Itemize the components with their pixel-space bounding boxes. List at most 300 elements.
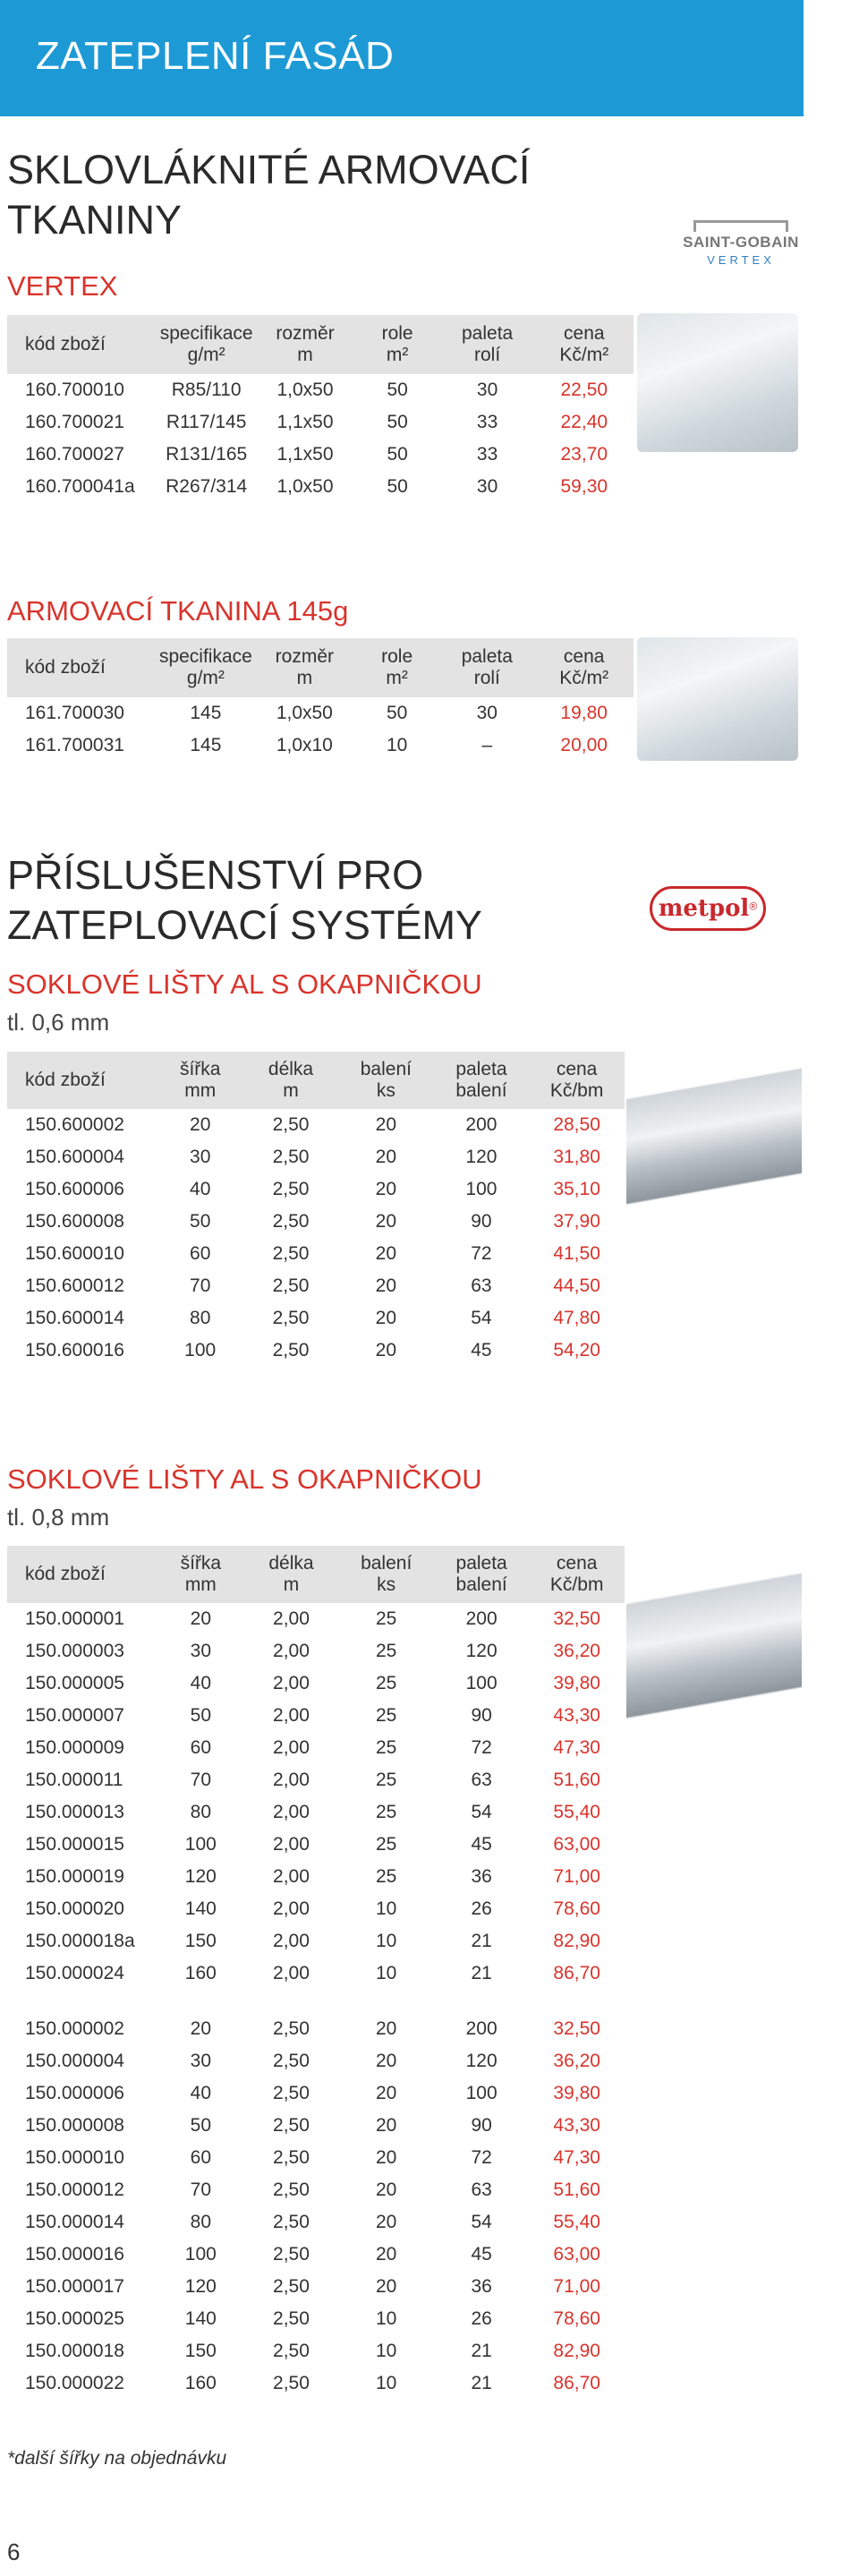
page-number: 6	[7, 2538, 21, 2565]
saint-gobain-logo	[680, 220, 802, 267]
table-cell: 2,50	[273, 2147, 310, 2168]
product-code: 161.700030	[25, 703, 124, 723]
product-code: 150.000018a	[25, 1931, 135, 1951]
table-cell: 45	[471, 1834, 492, 1855]
table-row	[7, 1764, 625, 1796]
table-cell: 2,50	[273, 2212, 310, 2232]
vertex-table	[7, 315, 634, 503]
price-cell: 36,20	[553, 2051, 600, 2071]
table-header-cell: délka m	[243, 1546, 338, 1603]
table-cell: 2,00	[273, 1963, 310, 1983]
table-cell: 2,00	[273, 1931, 310, 1951]
table-header-cell: rozměr m	[255, 315, 354, 374]
table-cell: 36	[471, 2276, 492, 2297]
price-cell: 51,60	[553, 2179, 600, 2200]
table-cell: 2,50	[273, 2244, 310, 2265]
table-row	[7, 2077, 625, 2110]
table-header-cell: šířka mm	[157, 1546, 243, 1603]
table-row	[7, 1668, 625, 1700]
table-cell: 1,0x10	[276, 735, 333, 755]
table-cell: 120	[465, 2051, 498, 2071]
price-cell: 54,20	[553, 1340, 600, 1361]
price-cell: 19,80	[560, 703, 608, 723]
table-cell: 200	[465, 1114, 498, 1135]
section-banner	[0, 0, 804, 116]
sokl-06-table	[7, 1052, 625, 1367]
table-header-cell: délka m	[243, 1052, 338, 1109]
table-cell: 1,1x50	[276, 444, 334, 465]
price-cell: 55,40	[553, 2212, 600, 2232]
product-code: 161.700031	[25, 735, 124, 755]
product-code: 150.000019	[25, 1866, 124, 1887]
table-row	[7, 1925, 625, 1958]
product-code: 150.000017	[25, 2276, 124, 2297]
table-cell: 20	[375, 1211, 397, 1232]
table-cell: 2,50	[273, 2115, 310, 2136]
table-row	[7, 1238, 625, 1270]
table-header-cell: cena Kč/m²	[535, 315, 634, 374]
section2-subtitle: ARMOVACÍ TKANINA 145g	[7, 595, 349, 627]
table-cell: 2,00	[273, 1641, 310, 1661]
product-code: 150.600006	[25, 1179, 124, 1199]
section3-note: tl. 0,6 mm	[7, 1009, 110, 1036]
table-cell: 10	[376, 1898, 397, 1919]
table-cell: 20	[375, 1147, 397, 1167]
table-cell: 25	[376, 1641, 397, 1661]
table-cell: 30	[190, 1641, 211, 1661]
product-code: 160.700041a	[25, 476, 135, 497]
table-cell: 90	[471, 1211, 492, 1232]
table-cell: 100	[184, 1834, 217, 1855]
table-cell: 30	[476, 476, 498, 497]
table-cell: 63	[471, 2179, 492, 2200]
section1-title-line1: SKLOVLÁKNITÉ ARMOVACÍ	[7, 147, 531, 192]
logo-arch-icon	[693, 220, 788, 232]
table-cell: 2,00	[273, 1673, 310, 1693]
price-cell: 43,30	[553, 1705, 600, 1726]
price-cell: 55,40	[553, 1802, 600, 1822]
section3-title-line2: ZATEPLOVACÍ SYSTÉMY	[7, 902, 482, 948]
table-cell: 50	[190, 1211, 211, 1232]
product-code: 150.000004	[25, 2051, 124, 2071]
table-cell: 145	[190, 735, 222, 755]
table-cell: 10	[376, 1931, 397, 1951]
table-cell: 25	[376, 1705, 397, 1726]
table-cell: 20	[190, 1608, 211, 1629]
table-cell: 2,50	[273, 2051, 310, 2071]
price-cell: 71,00	[553, 2276, 600, 2297]
table-cell: 2,50	[273, 2179, 310, 2200]
table-cell: 150	[184, 2341, 217, 2361]
table-row	[7, 1700, 625, 1732]
table-cell: 63	[471, 1770, 492, 1790]
table-row	[7, 374, 634, 406]
table-row	[7, 2013, 625, 2045]
table-cell: 60	[190, 1243, 211, 1264]
metpol-logo-mark: ®	[749, 900, 758, 913]
table-cell: 36	[471, 1866, 492, 1887]
table-cell: 100	[184, 2244, 217, 2265]
table-cell: 2,00	[273, 1608, 310, 1629]
table-cell: 2,00	[273, 1770, 310, 1790]
table-cell: 2,50	[272, 1340, 310, 1361]
price-cell: 59,30	[560, 476, 608, 497]
table-row	[7, 1302, 625, 1335]
price-cell: 32,50	[553, 2018, 600, 2039]
table-cell: 20	[376, 2051, 397, 2071]
product-code: 150.000011	[25, 1770, 123, 1790]
table-cell: 2,50	[272, 1308, 310, 1328]
table-row	[7, 1796, 625, 1829]
table-cell: 30	[476, 703, 498, 723]
table-cell: 50	[386, 703, 408, 723]
product-code: 150.600004	[25, 1147, 124, 1167]
table-row	[7, 1141, 625, 1173]
table-header-cell: paleta rolí	[440, 315, 535, 374]
table-row	[7, 439, 634, 471]
table-cell: 60	[190, 1737, 211, 1758]
price-cell: 41,50	[553, 1243, 600, 1264]
table-cell: 20	[375, 1340, 397, 1361]
table-cell: 50	[190, 2115, 211, 2136]
price-cell: 43,30	[553, 2115, 600, 2136]
table-cell: 20	[376, 2147, 397, 2168]
price-cell: 78,60	[553, 1898, 600, 1919]
table-cell: 2,50	[273, 2373, 310, 2393]
table-cell: 2,00	[273, 1705, 310, 1726]
table-cell: 20	[376, 2244, 397, 2265]
table-cell: 80	[190, 1802, 211, 1822]
table-cell: 2,50	[272, 1114, 310, 1135]
table-cell: 160	[184, 2373, 217, 2393]
price-cell: 47,30	[553, 2147, 600, 2168]
table-row	[7, 1635, 625, 1668]
table-cell: 20	[375, 1179, 397, 1199]
table-header-cell: paleta balení	[434, 1546, 529, 1603]
table-cell: –	[481, 735, 493, 755]
table-cell: 1,0x50	[276, 703, 333, 723]
table-row	[7, 1732, 625, 1764]
table-cell: 40	[190, 1673, 211, 1693]
section1-subtitle: VERTEX	[7, 270, 118, 302]
table-header-cell: role m²	[354, 638, 439, 697]
product-code: 150.000012	[25, 2179, 124, 2200]
table-row	[7, 1893, 625, 1925]
product-code: 150.000005	[25, 1673, 124, 1693]
table-row	[7, 1109, 625, 1141]
table-row	[7, 471, 634, 503]
table-cell: 50	[387, 476, 408, 497]
table-gap	[7, 1990, 625, 2013]
table-header-cell: specifikace g/m²	[157, 638, 255, 697]
product-code: 150.000002	[25, 2018, 124, 2039]
table-row	[7, 1861, 625, 1893]
product-code: 150.000013	[25, 1802, 124, 1822]
table-cell: 90	[471, 1705, 492, 1726]
table-cell: 10	[376, 2341, 397, 2361]
table-header-cell: rozměr m	[255, 638, 354, 697]
sokl-08-table	[7, 1546, 625, 2400]
table-cell: 72	[471, 1243, 492, 1264]
table-cell: 20	[375, 1308, 397, 1328]
table-header-cell: specifikace g/m²	[157, 315, 256, 374]
table-cell: 10	[376, 2308, 397, 2329]
table-cell: 145	[190, 703, 222, 723]
profile-strip-image	[626, 1056, 802, 1235]
footnote: *další šířky na objednávku	[7, 2448, 227, 2469]
table-cell: 2,50	[272, 1243, 310, 1264]
table-cell: 80	[190, 2212, 211, 2232]
table-cell: 140	[184, 2308, 217, 2329]
product-code: 150.000024	[25, 1963, 124, 1983]
table-cell: 80	[190, 1308, 211, 1328]
table-cell: 70	[190, 2179, 211, 2200]
price-cell: 35,10	[553, 1179, 600, 1199]
product-code: 150.600014	[25, 1308, 124, 1328]
section1-title	[7, 145, 530, 245]
table-cell: 20	[376, 2083, 397, 2103]
table-cell: 20	[376, 2179, 397, 2200]
table-cell: 54	[471, 2212, 492, 2232]
price-cell: 51,60	[553, 1770, 600, 1790]
table-row	[7, 1958, 625, 1990]
profile-strip-image-2	[626, 1557, 802, 1754]
price-cell: 28,50	[553, 1114, 600, 1135]
table-cell: 50	[387, 412, 408, 432]
metpol-logo-text: metpol	[658, 895, 750, 922]
product-code: 150.000014	[25, 2212, 124, 2232]
table-cell: 20	[375, 1275, 397, 1296]
product-code: 150.000008	[25, 2115, 124, 2136]
price-cell: 22,40	[560, 412, 608, 432]
table-cell: 33	[476, 444, 498, 465]
table-cell: R117/145	[166, 412, 247, 432]
price-cell: 86,70	[553, 2373, 600, 2393]
table-row	[7, 729, 634, 762]
mesh-roll-image	[637, 313, 798, 452]
banner-title: ZATEPLENÍ FASÁD	[36, 34, 395, 78]
table-cell: 2,00	[273, 1834, 310, 1855]
table-cell: 160	[184, 1963, 217, 1983]
section3-title-line1: PŘÍSLUŠENSTVÍ PRO	[7, 852, 424, 898]
price-cell: 78,60	[553, 2308, 600, 2329]
product-code: 150.600016	[25, 1340, 124, 1361]
table-cell: 40	[190, 2083, 211, 2103]
table-header-cell: kód zboží	[7, 1052, 157, 1109]
table-row	[7, 2335, 625, 2367]
product-code: 150.000001	[25, 1608, 124, 1629]
table-cell: 2,50	[273, 2083, 310, 2103]
table-cell: 2,50	[272, 1179, 310, 1199]
table-cell: 21	[471, 2341, 492, 2361]
mesh-roll-image-2	[637, 637, 798, 761]
table-cell: 100	[465, 1673, 498, 1693]
table-row	[7, 2303, 625, 2335]
price-cell: 47,30	[553, 1737, 600, 1758]
logo-bottom-text: VERTEX	[707, 253, 775, 267]
product-code: 150.000015	[25, 1834, 124, 1855]
table-header-cell: cena Kč/bm	[529, 1546, 625, 1603]
table-cell: 2,50	[273, 2276, 310, 2297]
section1-title-line2: TKANINY	[7, 197, 183, 243]
table-cell: 50	[387, 444, 408, 465]
table-cell: 2,00	[273, 1866, 310, 1887]
table-row	[7, 2239, 625, 2271]
table-header-cell: paleta balení	[434, 1052, 530, 1109]
table-cell: 70	[190, 1275, 211, 1296]
table-cell: 1,0x50	[276, 476, 334, 497]
product-code: 150.000006	[25, 2083, 124, 2103]
table-cell: 63	[471, 1275, 492, 1296]
table-cell: 90	[471, 2115, 492, 2136]
table-cell: 54	[471, 1802, 492, 1822]
table-cell: 21	[471, 1963, 492, 1983]
price-cell: 31,80	[553, 1147, 600, 1167]
table-cell: 25	[376, 1737, 397, 1758]
table-cell: 10	[386, 735, 408, 755]
table-cell: 72	[471, 2147, 492, 2168]
table-header-cell: šířka mm	[157, 1052, 242, 1109]
table-row	[7, 1270, 625, 1302]
table-row	[7, 2142, 625, 2174]
product-code: 150.600008	[25, 1211, 124, 1232]
table-cell: 2,00	[273, 1802, 310, 1822]
table-cell: 20	[375, 1243, 397, 1264]
table-cell: 2,50	[273, 2308, 310, 2329]
table-cell: 20	[376, 2018, 397, 2039]
table-cell: R131/165	[166, 444, 248, 465]
product-code: 150.600010	[25, 1243, 124, 1264]
table-cell: 25	[376, 1770, 397, 1790]
table-cell: 1,1x50	[276, 412, 334, 432]
table-cell: 2,50	[273, 2341, 310, 2361]
table-cell: 20	[376, 2115, 397, 2136]
price-cell: 22,50	[560, 380, 608, 400]
table-cell: 2,00	[273, 1737, 310, 1758]
table-cell: 33	[476, 412, 498, 432]
table-cell: 120	[184, 2276, 217, 2297]
table-cell: 2,50	[272, 1211, 310, 1232]
table-cell: 21	[471, 1931, 492, 1951]
table-header-cell: balení ks	[338, 1052, 434, 1109]
table-cell: R267/314	[166, 476, 248, 497]
table-cell: 200	[465, 1608, 498, 1629]
price-cell: 82,90	[553, 1931, 600, 1951]
table-cell: 72	[471, 1737, 492, 1758]
table-row	[7, 1206, 625, 1238]
table-header-cell: balení ks	[338, 1546, 433, 1603]
table-row	[7, 1173, 625, 1206]
table-cell: 10	[376, 2373, 397, 2393]
table-cell: 25	[376, 1673, 397, 1693]
metpol-logo	[650, 886, 766, 931]
table-row	[7, 1829, 625, 1861]
table-cell: 25	[376, 1866, 397, 1887]
section3-title	[7, 850, 482, 951]
product-code: 160.700027	[25, 444, 124, 465]
price-cell: 82,90	[553, 2341, 600, 2361]
table-cell: 21	[471, 2373, 492, 2393]
product-code: 160.700010	[25, 380, 124, 400]
product-code: 150.000009	[25, 1737, 124, 1758]
price-cell: 47,80	[553, 1308, 600, 1328]
table-cell: 50	[387, 380, 408, 400]
table-cell: 30	[476, 380, 498, 400]
product-code: 160.700021	[25, 412, 124, 432]
table-cell: 10	[376, 1963, 397, 1983]
table-cell: 100	[465, 2083, 498, 2103]
table-cell: 2,50	[273, 2018, 310, 2039]
price-cell: 71,00	[553, 1866, 600, 1887]
table-cell: 45	[471, 1340, 492, 1361]
table-cell: 20	[376, 2276, 397, 2297]
armovaci-table	[7, 638, 634, 762]
product-code: 150.000025	[25, 2308, 124, 2329]
product-code: 150.000007	[25, 1705, 124, 1726]
product-code: 150.000010	[25, 2147, 124, 2168]
table-cell: 70	[190, 1770, 211, 1790]
product-code: 150.000018	[25, 2341, 124, 2361]
table-cell: 20	[190, 1114, 211, 1135]
table-cell: 30	[190, 1147, 211, 1167]
table-row	[7, 2206, 625, 2239]
table-row	[7, 2271, 625, 2303]
table-cell: 25	[376, 1608, 397, 1629]
table-header-cell: cena Kč/bm	[529, 1052, 625, 1109]
price-cell: 39,80	[553, 2083, 600, 2103]
price-cell: 44,50	[553, 1275, 600, 1296]
table-cell: R85/110	[171, 380, 242, 400]
section4-subtitle: SOKLOVÉ LIŠTY AL S OKAPNIČKOU	[7, 1463, 482, 1495]
table-row	[7, 2174, 625, 2206]
price-cell: 39,80	[553, 1673, 600, 1693]
table-cell: 100	[184, 1340, 217, 1361]
table-row	[7, 1603, 625, 1635]
table-cell: 120	[465, 1147, 498, 1167]
product-code: 150.000003	[25, 1641, 124, 1661]
table-cell: 2,50	[272, 1147, 310, 1167]
table-cell: 120	[184, 1866, 217, 1887]
table-cell: 40	[190, 1179, 211, 1199]
table-cell: 30	[190, 2051, 211, 2071]
price-cell: 37,90	[553, 1211, 600, 1232]
table-cell: 2,00	[273, 1898, 310, 1919]
product-code: 150.000016	[25, 2244, 124, 2265]
table-cell: 140	[184, 1898, 217, 1919]
product-code: 150.000020	[25, 1898, 124, 1919]
table-cell: 54	[471, 1308, 492, 1328]
price-cell: 32,50	[553, 1608, 600, 1629]
table-cell: 20	[375, 1114, 397, 1135]
section4-note: tl. 0,8 mm	[7, 1504, 110, 1531]
table-cell: 60	[190, 2147, 211, 2168]
table-cell: 100	[465, 1179, 498, 1199]
table-cell: 20	[376, 2212, 397, 2232]
price-cell: 36,20	[553, 1641, 600, 1661]
table-cell: 45	[471, 2244, 492, 2265]
table-header-cell: kód zboží	[7, 1546, 157, 1603]
table-header-cell: cena Kč/m²	[534, 638, 634, 697]
table-cell: 2,50	[272, 1275, 310, 1296]
table-cell: 26	[471, 1898, 492, 1919]
table-row	[7, 697, 634, 729]
table-cell: 26	[471, 2308, 492, 2329]
table-cell: 50	[190, 1705, 211, 1726]
table-cell: 120	[465, 1641, 498, 1661]
price-cell: 23,70	[560, 444, 608, 465]
table-cell: 25	[376, 1834, 397, 1855]
logo-top-text: SAINT-GOBAIN	[683, 234, 799, 251]
